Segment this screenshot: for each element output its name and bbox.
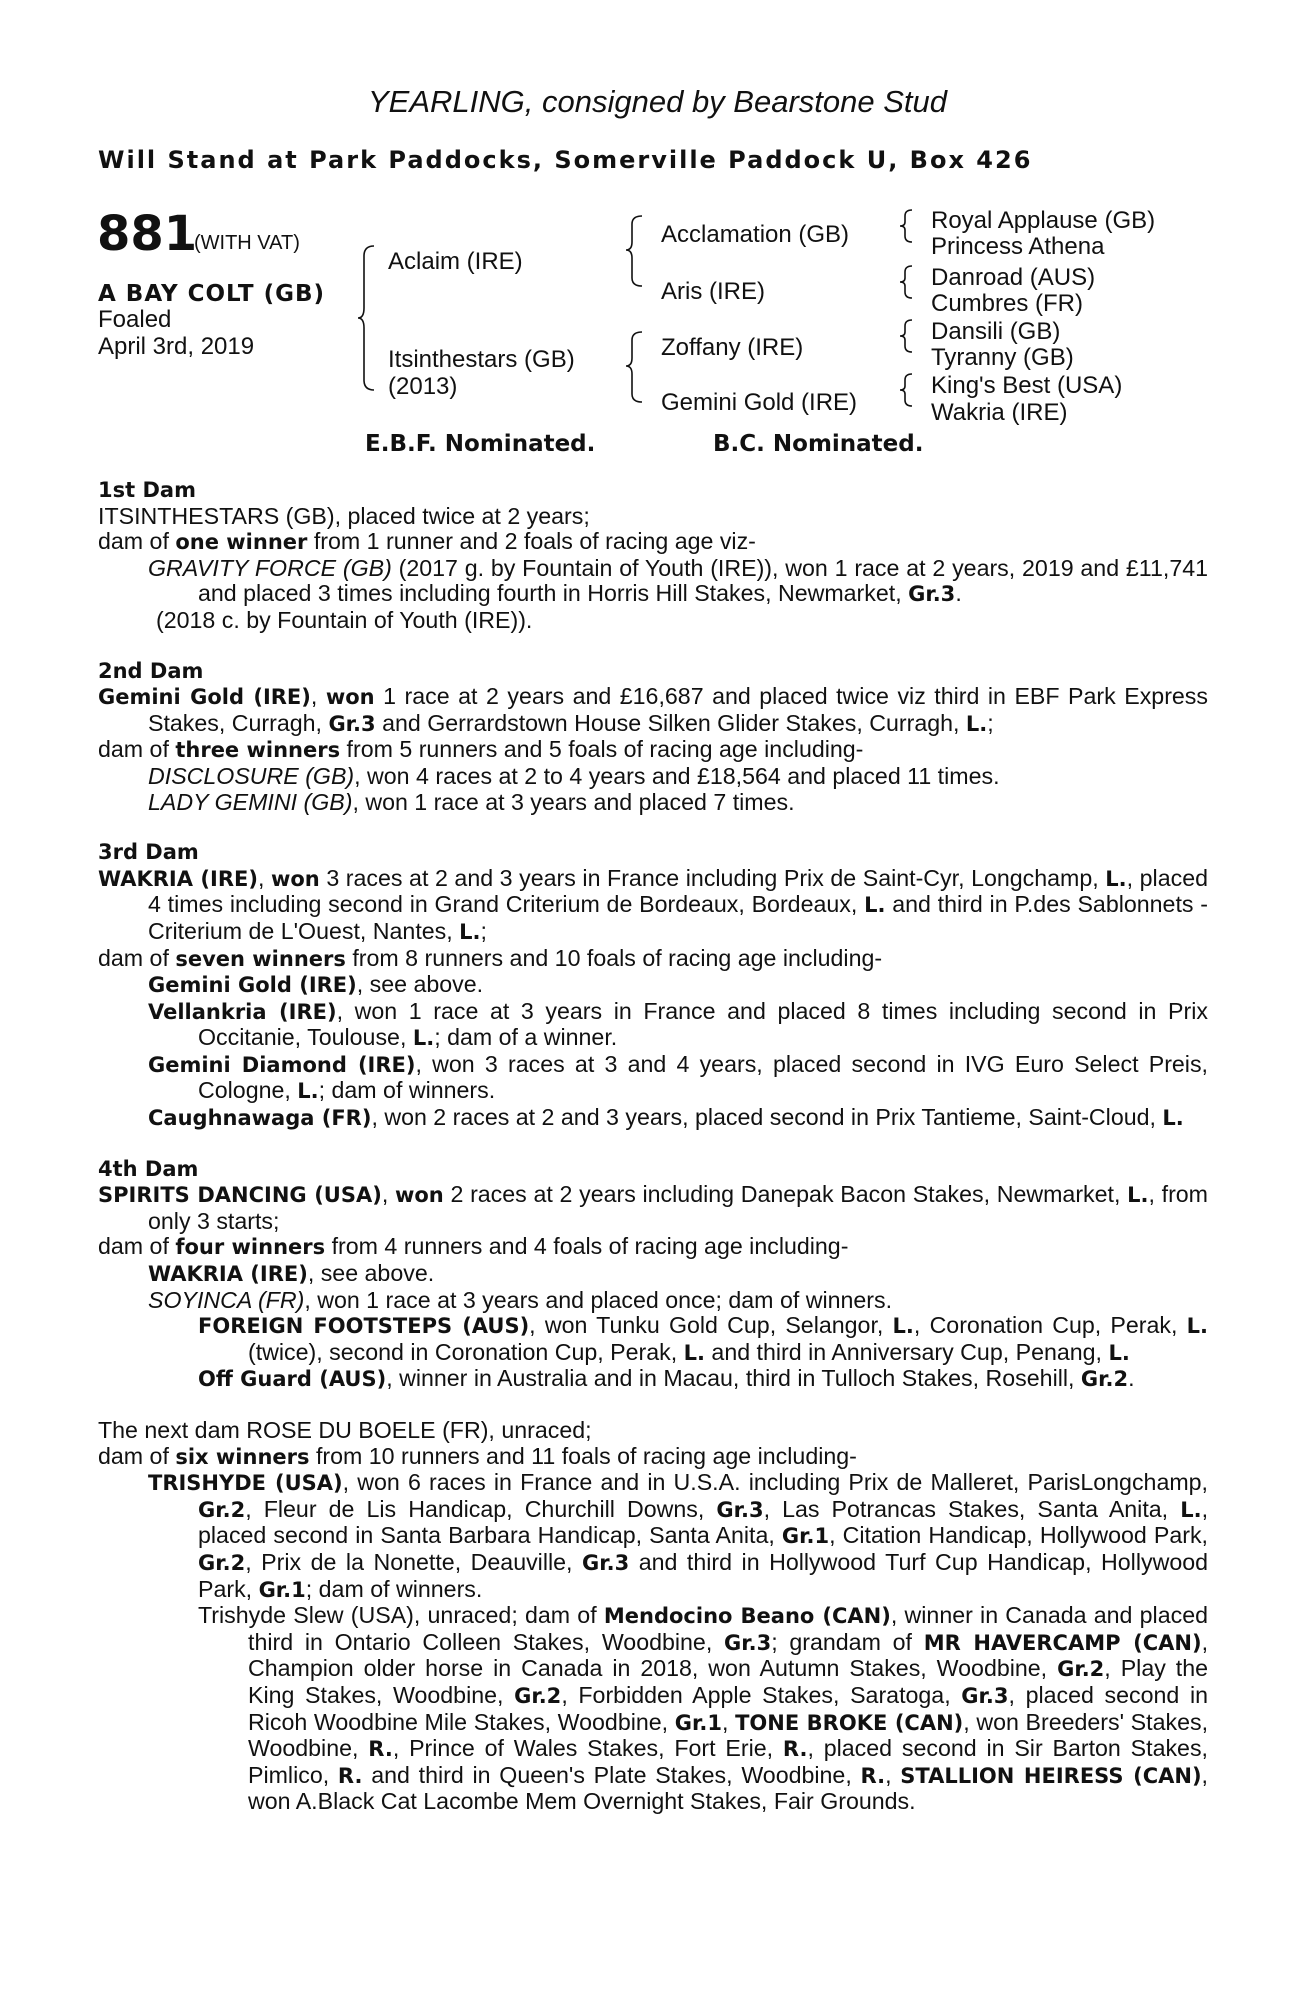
third-dam-line: WAKRIA (IRE), won 3 races at 2 and 3 years in France including Prix de Saint-Cyr, Longchamp, L., placed 4 times including second in Grand Criterium de Bordeaux, Bordeaux, L. and third in P.des Sablonnets - Criterium de L'Ouest, Nantes, L.; (98, 864, 1208, 944)
text-run: , Forbidden Apple Stakes, Saratoga, (561, 1681, 962, 1708)
text-run: MR HAVERCAMP (CAN) (923, 1630, 1202, 1655)
next-dam-line: The next dam ROSE DU BOELE (FR), unraced; (98, 1417, 592, 1443)
fourth-dam-line: SPIRITS DANCING (USA), won 2 races at 2 years including Danepak Bacon Stakes, Newmarket, L., from only 3 starts; (98, 1181, 1209, 1234)
family-text (98, 478, 1208, 1815)
text-run: ; dam of winners. (305, 1575, 483, 1602)
second-dam-progeny-1: DISCLOSURE (GB), won 4 races at 2 to 4 years and £18,564 and placed 11 times. (148, 762, 1000, 789)
lot-number: 881 (97, 206, 198, 262)
foaled-label: Foaled (98, 306, 172, 333)
text-run: R. (860, 1763, 886, 1788)
text-run: Gr.3 (716, 1497, 764, 1522)
second-dam-line: Gemini Gold (IRE), won 1 race at 2 years and £16,687 and placed twice viz third in EBF Park Express Stakes, Curragh, Gr.3 and Gerrardstown House Silken Glider Stakes, Curragh, L.; (98, 683, 1208, 736)
dam-line-bracket (628, 330, 644, 404)
text-run: TONE BROKE (CAN) (735, 1710, 964, 1735)
text-run: Gr.1 (258, 1577, 306, 1602)
third-dam-progeny-1: Gemini Gold (IRE), see above. (148, 971, 484, 998)
text-run: STALLION HEIRESS (CAN) (900, 1763, 1202, 1788)
text-run: , won 6 races in France and in U.S.A. including Prix de Malleret, ParisLongchamp, (342, 1469, 1208, 1496)
fourth-dam-progeny-2: SOYINCA (FR), won 1 race at 3 years and placed once; dam of winners. (148, 1286, 893, 1313)
gen3-bracket-1 (900, 208, 914, 244)
third-dam-produce-line: dam of seven winners from 8 runners and 10 foals of racing age including- (98, 944, 883, 971)
lot-name: A BAY COLT (GB) (98, 281, 326, 307)
text-run: , Las Potrancas Stakes, Santa Anita, (763, 1495, 1181, 1522)
fourth-dam-heading: 4th Dam (98, 1156, 199, 1181)
sire-line-bracket (628, 214, 644, 288)
text-run: , (885, 1761, 901, 1788)
second-dam-progeny-2: LADY GEMINI (GB), won 1 race at 3 years and placed 7 times. (148, 788, 795, 815)
text-run: R. (368, 1737, 393, 1762)
first-dam-heading: 1st Dam (98, 478, 196, 502)
ancestor-5: Dansili (GB) (931, 318, 1061, 345)
text-run: Trishyde Slew (USA), unraced; dam of (198, 1602, 604, 1629)
text-run: Mendocino Beano (CAN) (603, 1604, 891, 1629)
stand-location: Will Stand at Park Paddocks, Somerville Paddock U, Box 426 (98, 146, 1033, 174)
ancestor-6: Tyranny (GB) (931, 344, 1074, 371)
text-run: R. (337, 1763, 363, 1788)
dam-name: Itsinthestars (GB) (388, 346, 575, 373)
text-run: and third in Hollywood Turf Cup Handicap, Hollywood Park, (198, 1548, 1209, 1602)
text-run: L. (1180, 1497, 1202, 1522)
text-run: Gr.2 (198, 1550, 246, 1575)
ancestor-4: Cumbres (FR) (931, 290, 1084, 317)
text-run: , Prix de la Nonette, Deauville, (245, 1548, 582, 1575)
text-run: , Prince of Wales Stakes, Fort Erie, (392, 1735, 783, 1762)
foaled-date: April 3rd, 2019 (98, 333, 255, 360)
ancestor-3: Danroad (AUS) (931, 264, 1096, 291)
text-run: , (721, 1708, 736, 1735)
fourth-dam-produce-line: dam of four winners from 4 runners and 4 foals of racing age including- (98, 1233, 849, 1260)
dam-dam: Gemini Gold (IRE) (661, 389, 858, 416)
text-run: Gr.1 (781, 1524, 830, 1549)
text-run: and third in Queen's Plate Stakes, Woodbine, (362, 1761, 861, 1788)
text-run: , Champion older horse in Canada in 2018, won Autumn Stakes, Woodbine, (248, 1628, 1209, 1682)
third-dam-progeny-4: Caughnawaga (FR), won 2 races at 2 and 3 years, placed second in Prix Tantieme, Saint-Cloud, L. (148, 1104, 1184, 1131)
first-dam-produce-line: dam of one winner from 1 runner and 2 foals of racing age viz- (98, 528, 756, 555)
first-dam-progeny-2: (2018 c. by Fountain of Youth (IRE)). (156, 606, 533, 633)
first-dam-line: ITSINTHESTARS (GB), placed twice at 2 years; (98, 502, 590, 529)
ancestor-7: King's Best (USA) (931, 372, 1123, 399)
sire-name: Aclaim (IRE) (388, 248, 523, 275)
text-run: Gr.3 (961, 1683, 1009, 1708)
next-dam-progeny-trishyde-slew (98, 1603, 1208, 1815)
text-run: ; grandam of (771, 1628, 924, 1655)
text-run: , won Breeders' Stakes, Woodbine, (248, 1708, 1209, 1762)
text-run: , won A.Black Cat Lacombe Mem Overnight Stakes, Fair Grounds. (248, 1761, 1208, 1815)
sire-dam-bracket (360, 244, 376, 392)
text-run: , Play the King Stakes, Woodbine, (248, 1655, 1208, 1708)
third-dam-progeny-3: Gemini Diamond (IRE), won 3 races at 3 and 4 years, placed second in IVG Euro Select Preis, Cologne, L.; dam of winners. (148, 1050, 1208, 1104)
text-run: R. (782, 1737, 808, 1762)
fourth-dam-grandprogeny-1: FOREIGN FOOTSTEPS (AUS), won Tunku Gold Cup, Selangor, L., Coronation Cup, Perak, L. (twice), second in Coronation Cup, Perak, L. and third in Anniversary Cup, Penang, L. (198, 1312, 1208, 1365)
gen3-bracket-3 (900, 318, 914, 354)
text-run: , placed second in Sir Barton Stakes, Pimlico, (248, 1735, 1208, 1788)
fourth-dam-grandprogeny-2: Off Guard (AUS), winner in Australia and in Macau, third in Tulloch Stakes, Rosehill, Gr.2. (198, 1365, 1135, 1392)
ancestor-8: Wakria (IRE) (931, 399, 1068, 426)
text-run: , Citation Handicap, Hollywood Park, (829, 1522, 1208, 1549)
ancestor-1: Royal Applause (GB) (931, 207, 1156, 234)
gen3-bracket-2 (900, 264, 914, 300)
bc-nominated: B.C. Nominated. (713, 431, 924, 457)
dam-sire: Zoffany (IRE) (661, 334, 804, 361)
ancestor-2: Princess Athena (931, 233, 1105, 260)
vat-label: (WITH VAT) (194, 232, 300, 254)
text-run: Gr.1 (674, 1710, 722, 1735)
ebf-nominated: E.B.F. Nominated. (365, 431, 596, 457)
next-dam-produce-line: dam of six winners from 10 runners and 11 foals of racing age including- (98, 1442, 857, 1469)
text-run: Gr.2 (198, 1497, 246, 1522)
gen3-bracket-4 (900, 372, 914, 408)
text-run: , Fleur de Lis Handicap, Churchill Downs, (245, 1495, 717, 1522)
text-run: Gr.3 (582, 1550, 630, 1575)
text-run: Gr.3 (724, 1630, 772, 1655)
text-run: , placed second in Ricoh Woodbine Mile Stakes, Woodbine, (248, 1681, 1208, 1735)
dam-year: (2013) (388, 373, 458, 400)
fourth-dam-progeny-1: WAKRIA (IRE), see above. (148, 1260, 435, 1287)
text-run: , winner in Canada and placed third in Ontario Colleen Stakes, Woodbine, (248, 1602, 1208, 1655)
third-dam-progeny-2: Vellankria (IRE), won 1 race at 3 years in France and placed 8 times including second in Prix Occitanie, Toulouse, L.; dam of a winner. (148, 997, 1208, 1051)
second-dam-heading: 2nd Dam (98, 658, 204, 683)
third-dam-heading: 3rd Dam (98, 840, 199, 865)
text-run: Gr.2 (514, 1683, 562, 1708)
page-header: YEARLING, consigned by Bearstone Stud (368, 84, 947, 119)
text-run: Gr.2 (1057, 1657, 1105, 1682)
next-dam-progeny-trishyde (98, 1470, 1208, 1603)
sire-sire: Acclamation (GB) (661, 221, 850, 248)
second-dam-produce-line: dam of three winners from 5 runners and 5 foals of racing age including- (98, 736, 864, 763)
text-run: , placed second in Santa Barbara Handicap, Santa Anita, (198, 1495, 1209, 1549)
sire-dam: Aris (IRE) (661, 278, 765, 305)
text-run: TRISHYDE (USA) (148, 1471, 343, 1496)
first-dam-progeny-1: GRAVITY FORCE (GB) (2017 g. by Fountain of Youth (IRE)), won 1 race at 2 years, 2019 and £11,741 and placed 3 times including fourth in Horris Hill Stakes, Newmarket, Gr.3. (148, 554, 1209, 607)
